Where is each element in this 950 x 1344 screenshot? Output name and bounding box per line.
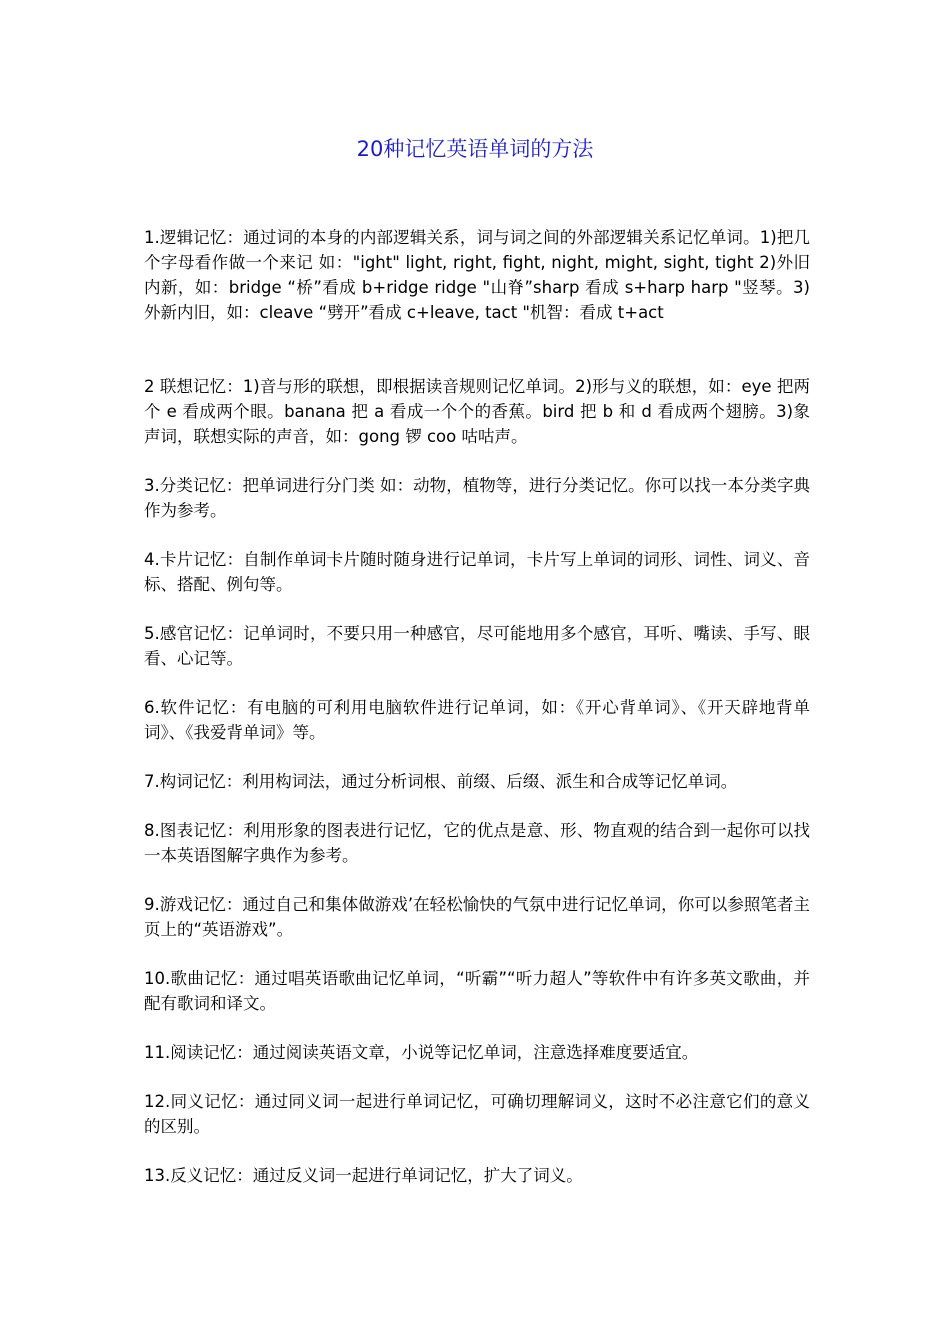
method-item-5: 5.感官记忆：记单词时，不要只用一种感官，尽可能地用多个感官，耳听、嘴读、手写、眼看、心记等。 xyxy=(144,624,810,668)
document-title: 20种记忆英语单词的方法 xyxy=(356,137,594,161)
method-item-6: 6.软件记忆：有电脑的可利用电脑软件进行记单词，如：《开心背单词》、《开天辟地背单词》、《我爱背单词》等。 xyxy=(144,698,810,742)
method-item-1: 1.逻辑记忆：通过词的本身的内部逻辑关系，词与词之间的外部逻辑关系记忆单词。1)把几个字母看作做一个来记 如："ight" light, right, fight, night, might, sight, tight 2)外旧内新，如：bridge “桥”看成 b+ridge ridge "山脊”sharp 看成 s+harp harp "竖琴。3)外新内旧，如：cleave “劈开”看成 c+leave, tact "机智：看成 t+act xyxy=(144,228,810,322)
method-item-4: 4.卡片记忆：自制作单词卡片随时随身进行记单词，卡片写上单词的词形、词性、词义、音标、搭配、例句等。 xyxy=(144,550,810,594)
method-item-11: 11.阅读记忆：通过阅读英语文章，小说等记忆单词，注意选择难度要适宜。 xyxy=(144,1043,699,1062)
method-list xyxy=(144,225,810,1188)
method-item-8: 8.图表记忆：利用形象的图表进行记忆，它的优点是意、形、物直观的结合到一起你可以找一本英语图解字典作为参考。 xyxy=(144,821,810,865)
method-item-9: 9.游戏记忆：通过自己和集体做游戏’在轻松愉快的气氛中进行记忆单词，你可以参照笔者主页上的“英语游戏”。 xyxy=(144,895,810,939)
method-item-2: 2 联想记忆：1)音与形的联想，即根据读音规则记忆单词。2)形与义的联想，如：eye 把两个 e 看成两个眼。banana 把 a 看成一个个的香蕉。bird 把 b 和 d 看成两个翅膀。3)象声词，联想实际的声音，如：gong 锣 coo 咕咕声。 xyxy=(144,377,810,446)
method-item-3: 3.分类记忆：把单词进行分门类 如：动物，植物等，进行分类记忆。你可以找一本分类字典作为参考。 xyxy=(144,476,810,520)
method-item-13: 13.反义记忆：通过反义词一起进行单词记忆，扩大了词义。 xyxy=(144,1166,583,1185)
method-item-7: 7.构词记忆：利用构词法，通过分析词根、前缀、后缀、派生和合成等记忆单词。 xyxy=(144,772,738,791)
method-item-12: 12.同义记忆：通过同义词一起进行单词记忆，可确切理解词义，这时不必注意它们的意义的区别。 xyxy=(144,1092,810,1136)
method-item-10: 10.歌曲记忆：通过唱英语歌曲记忆单词，“听霸”“听力超人”等软件中有许多英文歌曲，并配有歌词和译文。 xyxy=(144,969,810,1013)
